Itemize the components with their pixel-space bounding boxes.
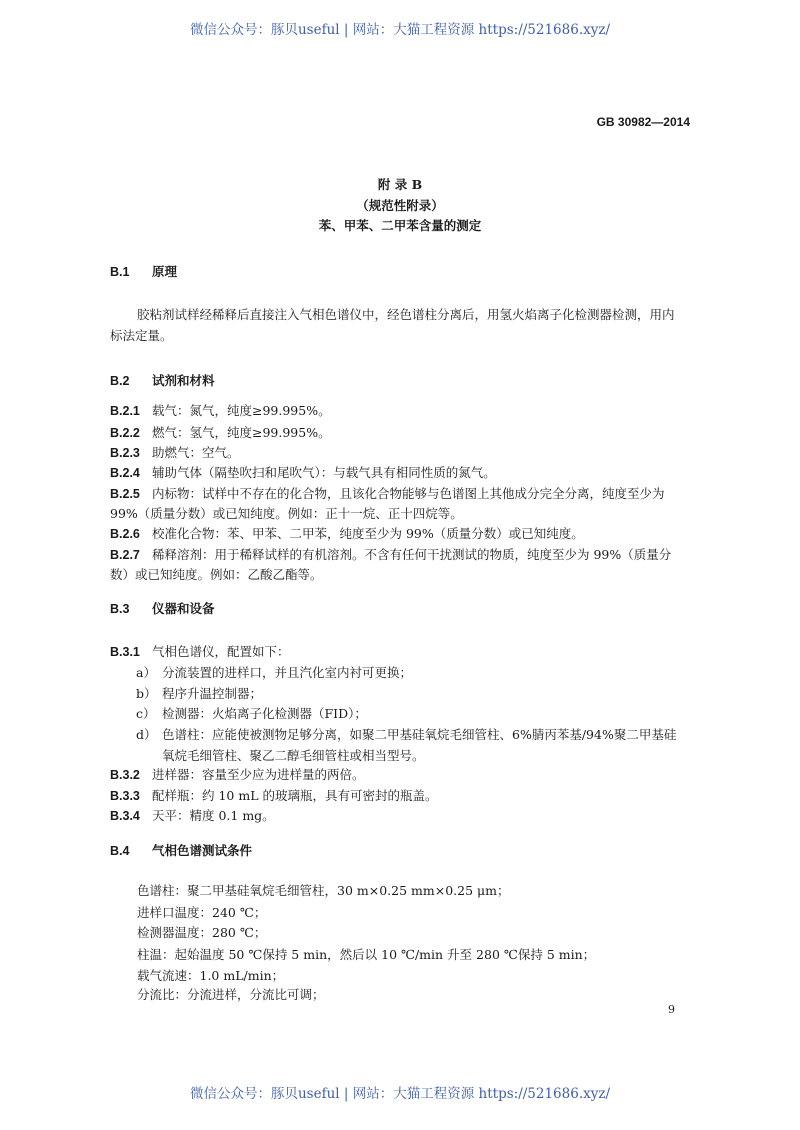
- list-text: 分流装置的进样口，并且汽化室内衬可更换；: [162, 665, 413, 680]
- section-number: B.1: [110, 265, 130, 279]
- section-title: 气相色谱测试条件: [152, 843, 253, 858]
- section-heading-b3: [110, 601, 215, 617]
- clause-number: B.3.3: [110, 789, 140, 803]
- clause: [110, 767, 365, 783]
- clause-text: 辅助气体（隔垫吹扫和尾吹气）：与载气具有相同性质的氮气。: [152, 465, 496, 480]
- annex-title: 附 录 B: [377, 177, 423, 192]
- clause-text: 燃气：氢气，纯度≥99.995%。: [152, 425, 331, 440]
- list-text: 检测器：火焰离子化检测器（FID）；: [162, 706, 367, 721]
- clause-text: 气相色谱仪，配置如下：: [152, 644, 290, 659]
- clause-number: B.2.7: [110, 548, 140, 562]
- page-number: 9: [668, 1003, 675, 1016]
- list-item: [136, 727, 676, 743]
- list-label: d）: [136, 727, 157, 742]
- paragraph: 胶粘剂试样经稀释后直接注入气相色谱仪中，经色谱柱分离后，用氢火焰离子化检测器检测，用内: [137, 307, 675, 322]
- watermark-bottom: 微信公众号：豚贝useful | 网站：大猫工程资源 https://521686.xyz/: [189, 1086, 611, 1102]
- clause-text: 稀释溶剂：用于稀释试样的有机溶剂。不含有任何干扰测试的物质，纯度至少为 99%（质量分: [152, 547, 672, 562]
- condition-line: 进样口温度：240 ℃；: [137, 905, 267, 920]
- condition-line: 柱温：起始温度 50 ℃保持 5 min，然后以 10 ℃/min 升至 280 ℃保持 5 min；: [137, 947, 596, 962]
- condition-line: 检测器温度：280 ℃；: [137, 925, 267, 940]
- section-number: B.3: [110, 602, 130, 616]
- condition-line: 分流比：分流进样，分流比可调；: [137, 987, 325, 1002]
- section-title: 原理: [152, 264, 178, 279]
- clause-continuation: 数）或已知纯度。例如：乙酸乙酯等。: [110, 567, 323, 582]
- list-label: c）: [136, 706, 156, 721]
- clause-number: B.2.6: [110, 527, 140, 541]
- clause-number: B.2.1: [110, 404, 140, 418]
- section-title: 试剂和材料: [152, 373, 215, 388]
- clause: [110, 547, 671, 563]
- clause-text: 内标物：试样中不存在的化合物，且该化合物能够与色谱图上其他成分完全分离，纯度至少为: [152, 486, 665, 501]
- clause-continuation: 99%（质量分数）或已知纯度。例如：正十一烷、正十四烷等。: [110, 506, 463, 521]
- clause: [110, 403, 331, 419]
- clause-text: 天平：精度 0.1 mg。: [152, 808, 275, 823]
- clause: [110, 445, 240, 461]
- clause: [110, 486, 665, 502]
- watermark-top: 微信公众号：豚贝useful | 网站：大猫工程资源 https://521686.xyz/: [189, 22, 611, 38]
- clause-text: 校准化合物：苯、甲苯、二甲苯，纯度至少为 99%（质量分数）或已知纯度。: [152, 526, 584, 541]
- list-text: 程序升温控制器；: [162, 686, 263, 701]
- clause: [110, 808, 275, 824]
- clause-number: B.2.5: [110, 487, 140, 501]
- list-continuation: 氧烷毛细管柱、聚乙二醇毛细管柱或相当型号。: [162, 748, 425, 763]
- clause-text: 配样瓶：约 10 mL 的玻璃瓶，具有可密封的瓶盖。: [152, 788, 438, 803]
- clause-number: B.3.2: [110, 768, 140, 782]
- list-text: 色谱柱：应能使被测物足够分离，如聚二甲基硅氧烷毛细管柱、6%腈丙苯基/94%聚二甲基硅: [162, 727, 677, 742]
- clause-number: B.2.4: [110, 466, 140, 480]
- condition-line: 色谱柱：聚二甲基硅氧烷毛细管柱，30 m×0.25 mm×0.25 μm；: [137, 883, 510, 898]
- clause: [110, 526, 584, 542]
- section-number: B.2: [110, 374, 130, 388]
- annex-subject: 苯、甲苯、二甲苯含量的测定: [318, 218, 482, 233]
- clause: [110, 644, 290, 660]
- condition-line: 载气流速：1.0 mL/min；: [137, 968, 285, 983]
- clause-text: 进样器：容量至少应为进样量的两倍。: [152, 767, 365, 782]
- clause-text: 助燃气：空气。: [152, 445, 240, 460]
- section-heading-b1: [110, 264, 177, 280]
- clause-text: 载气：氮气，纯度≥99.995%。: [152, 403, 331, 418]
- annex-type: （规范性附录）: [356, 198, 444, 213]
- section-heading-b4: [110, 843, 252, 859]
- clause-number: B.3.4: [110, 809, 140, 823]
- clause: [110, 425, 331, 441]
- clause-number: B.2.2: [110, 426, 140, 440]
- clause-number: B.3.1: [110, 645, 140, 659]
- section-heading-b2: [110, 373, 215, 389]
- section-title: 仪器和设备: [152, 601, 215, 616]
- list-item: [136, 665, 412, 681]
- list-label: b）: [136, 686, 157, 701]
- section-number: B.4: [110, 844, 130, 858]
- clause: [110, 465, 496, 481]
- clause: [110, 788, 437, 804]
- list-item: [136, 706, 367, 722]
- list-label: a）: [136, 665, 156, 680]
- clause-number: B.2.3: [110, 446, 140, 460]
- list-item: [136, 686, 262, 702]
- standard-number: GB 30982—2014: [596, 115, 690, 129]
- paragraph: 标法定量。: [110, 328, 173, 343]
